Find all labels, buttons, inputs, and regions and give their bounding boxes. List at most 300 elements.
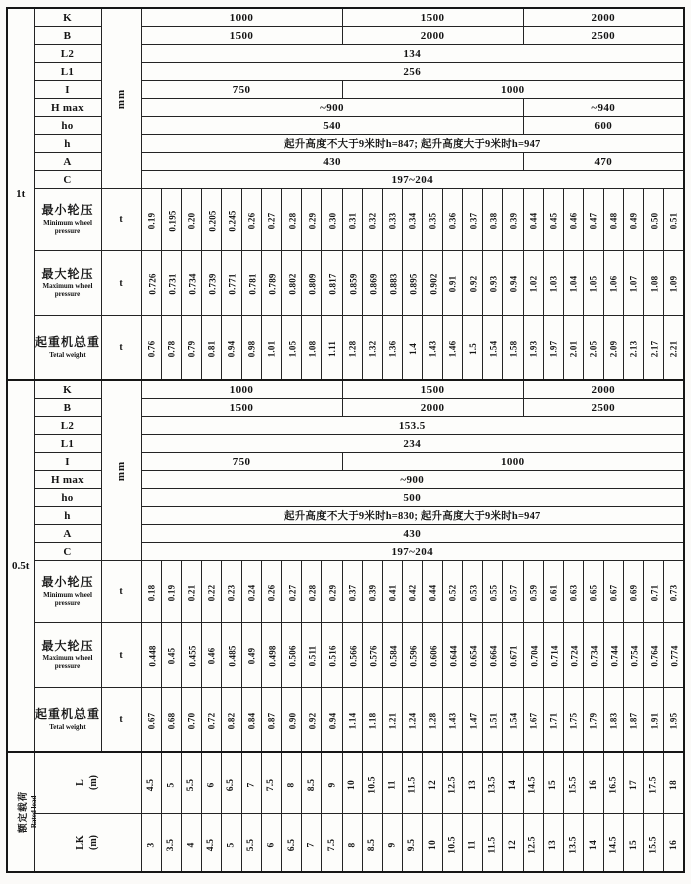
data-value <box>644 623 664 688</box>
data-value <box>664 316 684 381</box>
span-value <box>664 814 684 873</box>
data-value <box>463 688 483 753</box>
data-value-text: 2.09 <box>608 340 619 357</box>
data-value <box>563 688 583 753</box>
data-value-text: 1.11 <box>327 340 338 357</box>
data-value-text: 0.51 <box>668 212 679 229</box>
data-value <box>262 316 282 381</box>
data-value <box>262 623 282 688</box>
pressure-row-label <box>34 623 101 688</box>
dim-label: L2 <box>34 417 101 435</box>
span-value-text: 3 <box>146 842 157 847</box>
data-value <box>463 251 483 316</box>
span-value-text: 15 <box>628 839 639 850</box>
data-value <box>583 316 603 381</box>
data-value <box>624 189 644 251</box>
data-value-text: 0.448 <box>147 645 158 667</box>
span-value-text: 7.5 <box>327 838 338 851</box>
data-value-text: 1.08 <box>306 340 317 357</box>
data-value-text: 1.05 <box>286 340 297 357</box>
data-value-text: 0.29 <box>327 584 338 601</box>
data-value-text: 0.39 <box>367 584 378 601</box>
span-value <box>382 752 402 814</box>
data-value-text: 1.71 <box>548 712 559 729</box>
data-value <box>443 189 463 251</box>
span-value-text: 8.5 <box>306 778 317 792</box>
data-value-text: 1.58 <box>508 340 519 357</box>
span-label: L <box>75 779 86 787</box>
data-value <box>382 623 402 688</box>
data-value-text: 0.606 <box>428 645 439 667</box>
span-value <box>604 814 624 873</box>
data-value <box>382 316 402 381</box>
data-value-text: 0.46 <box>568 212 579 229</box>
dim-label: h <box>34 135 101 153</box>
span-value-text: 9 <box>387 842 398 847</box>
data-value <box>604 316 624 381</box>
data-value-text: 0.22 <box>206 584 217 601</box>
data-value-text: 0.84 <box>246 712 257 729</box>
span-value <box>483 814 503 873</box>
span-value-text: 5 <box>226 842 237 847</box>
data-value-text: 0.41 <box>387 584 398 601</box>
dim-label: B <box>34 27 101 45</box>
data-value <box>181 623 201 688</box>
data-value-text: 0.98 <box>246 340 257 357</box>
data-value <box>201 189 221 251</box>
data-value-text: 0.33 <box>387 212 398 229</box>
data-value <box>382 688 402 753</box>
data-value-text: 0.726 <box>147 273 158 295</box>
span-value-text: 16.5 <box>608 776 619 794</box>
data-value-text: 1.36 <box>387 340 398 357</box>
data-value-text: 0.20 <box>186 212 197 229</box>
data-value-text: 0.61 <box>548 584 559 601</box>
data-value <box>141 688 161 753</box>
data-value <box>322 688 342 753</box>
data-value-text: 0.28 <box>306 584 317 601</box>
dim-value: 2000 <box>342 27 523 45</box>
span-value-text: 9 <box>327 782 338 788</box>
data-value-text: 0.50 <box>648 212 659 229</box>
span-value <box>242 814 262 873</box>
unit-t-cell: t <box>101 251 141 316</box>
data-value <box>664 251 684 316</box>
dim-value: 2000 <box>523 380 684 399</box>
data-value-text: 0.19 <box>166 584 177 601</box>
data-value-text: 0.93 <box>487 275 498 293</box>
unit-t-cell: t <box>101 623 141 688</box>
data-value-text: 0.52 <box>447 584 458 601</box>
data-value <box>463 623 483 688</box>
data-value-text: 1.06 <box>608 275 619 293</box>
data-value-text: 0.45 <box>548 212 559 229</box>
data-value-text: 0.53 <box>467 584 478 601</box>
data-value-text: 0.774 <box>669 645 680 667</box>
span-row-label <box>34 814 141 873</box>
span-value-text: 6.5 <box>286 838 297 851</box>
data-value <box>624 561 644 623</box>
data-value <box>242 189 262 251</box>
data-value-text: 0.94 <box>327 712 338 729</box>
span-value <box>322 752 342 814</box>
dim-label: A <box>34 525 101 543</box>
data-value-text: 0.754 <box>629 645 640 667</box>
data-value <box>543 251 563 316</box>
span-value-text: 16 <box>668 839 679 850</box>
data-value <box>402 251 422 316</box>
data-value-text: 0.734 <box>187 273 198 295</box>
data-value-text: 0.506 <box>287 645 298 667</box>
data-value-text: 0.67 <box>608 584 619 601</box>
span-value <box>221 752 241 814</box>
span-value-text: 15 <box>548 780 559 790</box>
data-value <box>523 189 543 251</box>
data-value <box>463 316 483 381</box>
data-value-text: 1.79 <box>588 712 599 729</box>
data-value <box>262 251 282 316</box>
span-value-text: 7 <box>306 842 317 847</box>
data-value <box>664 561 684 623</box>
data-value <box>221 251 241 316</box>
unit-mm-cell <box>101 8 141 189</box>
data-value <box>543 561 563 623</box>
data-value-text: 0.39 <box>508 212 519 229</box>
span-value-text: 8 <box>347 842 358 847</box>
dim-label: I <box>34 453 101 471</box>
span-value-text: 10 <box>347 780 358 790</box>
data-value-text: 0.869 <box>368 273 379 295</box>
span-value <box>624 752 644 814</box>
span-unit: (m) <box>87 775 99 791</box>
data-value <box>221 623 241 688</box>
data-value-text: 0.46 <box>206 647 217 665</box>
data-value <box>322 561 342 623</box>
data-value <box>302 189 322 251</box>
data-value <box>543 623 563 688</box>
dim-label: ho <box>34 117 101 135</box>
data-value-text: 0.576 <box>368 645 379 667</box>
data-value <box>402 623 422 688</box>
data-value-text: 0.68 <box>166 712 177 729</box>
data-value <box>262 688 282 753</box>
dim-label: B <box>34 399 101 417</box>
data-value <box>221 688 241 753</box>
span-value <box>141 752 161 814</box>
unit-mm-text: mm <box>114 88 127 109</box>
data-value-text: 0.704 <box>529 645 540 667</box>
span-value-text: 17 <box>628 780 639 790</box>
data-value-text: 0.744 <box>609 645 620 667</box>
data-value <box>624 688 644 753</box>
data-value <box>664 623 684 688</box>
data-value-text: 0.70 <box>186 712 197 729</box>
data-value <box>221 561 241 623</box>
span-value-text: 17.5 <box>648 776 659 794</box>
data-value <box>282 316 302 381</box>
data-value-text: 0.87 <box>266 712 277 729</box>
span-value-text: 5.5 <box>186 778 197 792</box>
span-value <box>583 752 603 814</box>
data-value <box>282 189 302 251</box>
data-value <box>503 623 523 688</box>
span-value <box>644 752 664 814</box>
data-value <box>181 316 201 381</box>
data-value <box>161 623 181 688</box>
crane-spec-table <box>6 7 685 873</box>
dim-value: 134 <box>141 45 684 63</box>
data-value-text: 0.644 <box>448 645 459 667</box>
span-value-text: 15.5 <box>648 835 659 854</box>
data-value <box>644 688 664 753</box>
span-value <box>161 752 181 814</box>
data-value <box>644 251 664 316</box>
dim-value: 256 <box>141 63 684 81</box>
span-value-text: 6 <box>266 842 277 847</box>
pressure-label-cn: 起重机总重 <box>34 335 100 350</box>
data-value <box>523 561 543 623</box>
dim-label: ho <box>34 489 101 507</box>
data-value-text: 1.28 <box>347 340 358 357</box>
data-value <box>242 251 262 316</box>
span-value <box>302 814 322 873</box>
rated-load-label <box>7 752 39 872</box>
data-value <box>523 251 543 316</box>
dim-label: H max <box>34 471 101 489</box>
data-value-text: 0.654 <box>468 645 479 667</box>
span-value <box>302 752 322 814</box>
data-value-text: 1.95 <box>668 712 679 729</box>
data-value-text: 0.731 <box>167 273 178 295</box>
data-value <box>282 623 302 688</box>
data-value-text: 0.26 <box>266 584 277 601</box>
data-value-text: 0.79 <box>186 340 197 357</box>
dim-label: H max <box>34 99 101 117</box>
data-value-text: 0.671 <box>509 645 520 667</box>
data-value-text: 0.764 <box>649 645 660 667</box>
span-row-label-text <box>75 775 100 790</box>
data-value-text: 0.90 <box>286 712 297 729</box>
pressure-label-en: Minimum wheel pressure <box>43 590 92 607</box>
span-value <box>423 814 443 873</box>
data-value <box>503 316 523 381</box>
span-value <box>503 752 523 814</box>
data-value <box>342 316 362 381</box>
data-value-text: 0.94 <box>226 340 237 357</box>
data-value-text: 0.34 <box>407 212 418 229</box>
dim-value: 1000 <box>141 8 342 27</box>
dim-value: 197~204 <box>141 171 684 189</box>
data-value <box>242 561 262 623</box>
data-value-text: 1.43 <box>427 340 438 357</box>
span-value <box>543 752 563 814</box>
data-value <box>563 251 583 316</box>
span-value <box>282 814 302 873</box>
data-value-text: 0.245 <box>227 209 238 232</box>
data-value-text: 0.92 <box>306 712 317 729</box>
dim-value: 500 <box>141 489 684 507</box>
data-value <box>624 623 644 688</box>
pressure-label-en: Tetal weight <box>49 722 86 731</box>
data-value-text: 1.93 <box>528 340 539 357</box>
data-value <box>362 316 382 381</box>
rated-load-text <box>19 791 39 833</box>
span-value <box>282 752 302 814</box>
data-value <box>483 623 503 688</box>
data-value-text: 0.63 <box>568 584 579 601</box>
pressure-row-label <box>34 316 101 381</box>
data-value <box>342 561 362 623</box>
data-value-text: 0.59 <box>528 584 539 601</box>
data-value <box>161 251 181 316</box>
data-value-text: 0.511 <box>307 645 318 667</box>
dim-value: ~900 <box>141 471 684 489</box>
data-value-text: 0.734 <box>589 645 600 667</box>
span-value-text: 12.5 <box>528 835 539 854</box>
span-value <box>262 814 282 873</box>
data-value-text: 0.714 <box>549 645 560 667</box>
data-value <box>322 251 342 316</box>
data-value <box>181 688 201 753</box>
data-value-text: 0.24 <box>246 584 257 601</box>
data-value-text: 1.75 <box>568 712 579 729</box>
data-value <box>483 189 503 251</box>
span-value-text: 12.5 <box>447 776 458 794</box>
span-value-text: 14.5 <box>608 835 619 854</box>
data-value-text: 1.04 <box>568 275 579 293</box>
span-value <box>483 752 503 814</box>
data-value <box>141 623 161 688</box>
unit-t-cell: t <box>101 189 141 251</box>
data-value-text: 0.195 <box>167 209 178 232</box>
dim-label: C <box>34 543 101 561</box>
data-value-text: 0.902 <box>428 273 439 295</box>
span-value-text: 18 <box>668 780 679 790</box>
dim-value: ~900 <box>141 99 523 117</box>
span-value-text: 10.5 <box>447 835 458 854</box>
data-value-text: 0.72 <box>206 712 217 729</box>
pressure-label-cn: 最大轮压 <box>41 266 94 281</box>
data-value-text: 1.67 <box>528 712 539 729</box>
span-row-label <box>34 752 141 814</box>
span-value <box>141 814 161 873</box>
data-value <box>463 561 483 623</box>
span-value-text: 13.5 <box>487 776 498 794</box>
dim-value: 1500 <box>141 399 342 417</box>
dim-value: 2000 <box>523 8 684 27</box>
data-value <box>362 189 382 251</box>
span-value <box>342 814 362 873</box>
data-value <box>362 688 382 753</box>
data-value <box>141 251 161 316</box>
data-value <box>242 316 262 381</box>
span-value <box>362 752 382 814</box>
data-value <box>302 561 322 623</box>
dim-value: 153.5 <box>141 417 684 435</box>
span-value <box>181 814 201 873</box>
data-value <box>302 316 322 381</box>
data-value-text: 0.771 <box>227 273 238 295</box>
span-value-text: 13 <box>548 839 559 850</box>
data-value <box>201 251 221 316</box>
pressure-row-label <box>34 561 101 623</box>
data-value <box>483 251 503 316</box>
span-value <box>201 752 221 814</box>
unit-mm-cell <box>101 380 141 561</box>
data-value-text: 0.30 <box>327 212 338 229</box>
data-value-text: 0.37 <box>467 212 478 229</box>
data-value-text: 1.46 <box>447 340 458 357</box>
data-value-text: 0.78 <box>166 340 177 357</box>
data-value <box>463 189 483 251</box>
data-value-text: 0.19 <box>146 212 157 229</box>
data-value-text: 1.51 <box>487 712 498 729</box>
data-value <box>583 623 603 688</box>
data-value-text: 0.48 <box>608 212 619 229</box>
span-label: LK <box>75 835 86 850</box>
data-value-text: 1.83 <box>608 712 619 729</box>
data-value-text: 0.26 <box>246 212 257 229</box>
data-value <box>543 316 563 381</box>
data-value <box>161 316 181 381</box>
data-value-text: 1.01 <box>266 340 277 357</box>
data-value-text: 2.01 <box>568 340 579 357</box>
span-value-text: 8.5 <box>367 838 378 851</box>
data-value <box>402 561 422 623</box>
data-value <box>221 189 241 251</box>
data-value <box>624 316 644 381</box>
span-value-text: 10 <box>427 839 438 850</box>
pressure-row-label <box>34 688 101 753</box>
data-value-text: 0.91 <box>447 275 458 293</box>
data-value-text: 1.54 <box>487 340 498 357</box>
span-value-text: 11 <box>387 780 398 790</box>
data-value-text: 0.455 <box>187 645 198 667</box>
data-value-text: 0.69 <box>628 584 639 601</box>
data-value <box>604 623 624 688</box>
data-value-text: 0.94 <box>508 275 519 293</box>
data-value <box>161 189 181 251</box>
data-value <box>664 688 684 753</box>
data-value-text: 0.724 <box>569 645 580 667</box>
data-value <box>282 561 302 623</box>
span-value <box>523 752 543 814</box>
data-value <box>563 189 583 251</box>
data-value-text: 1.28 <box>427 712 438 729</box>
span-value-text: 11 <box>467 839 478 850</box>
span-value-text: 12 <box>427 780 438 790</box>
span-value <box>181 752 201 814</box>
data-value <box>503 189 523 251</box>
data-value-text: 0.516 <box>328 645 339 667</box>
span-value <box>463 752 483 814</box>
dim-value: 470 <box>523 153 684 171</box>
data-value-text: 1.18 <box>367 712 378 729</box>
data-value <box>322 316 342 381</box>
data-value <box>503 688 523 753</box>
dim-value: 430 <box>141 525 684 543</box>
unit-t-cell: t <box>101 316 141 381</box>
rated-load-cn: 额定载荷 <box>19 790 30 833</box>
span-value-text: 7 <box>246 782 257 788</box>
data-value <box>221 316 241 381</box>
data-value-text: 0.45 <box>166 647 177 665</box>
data-value-text: 1.07 <box>628 275 639 293</box>
data-value <box>342 623 362 688</box>
span-value-text: 16 <box>588 780 599 790</box>
span-value-text: 8 <box>286 782 297 788</box>
data-value <box>483 688 503 753</box>
